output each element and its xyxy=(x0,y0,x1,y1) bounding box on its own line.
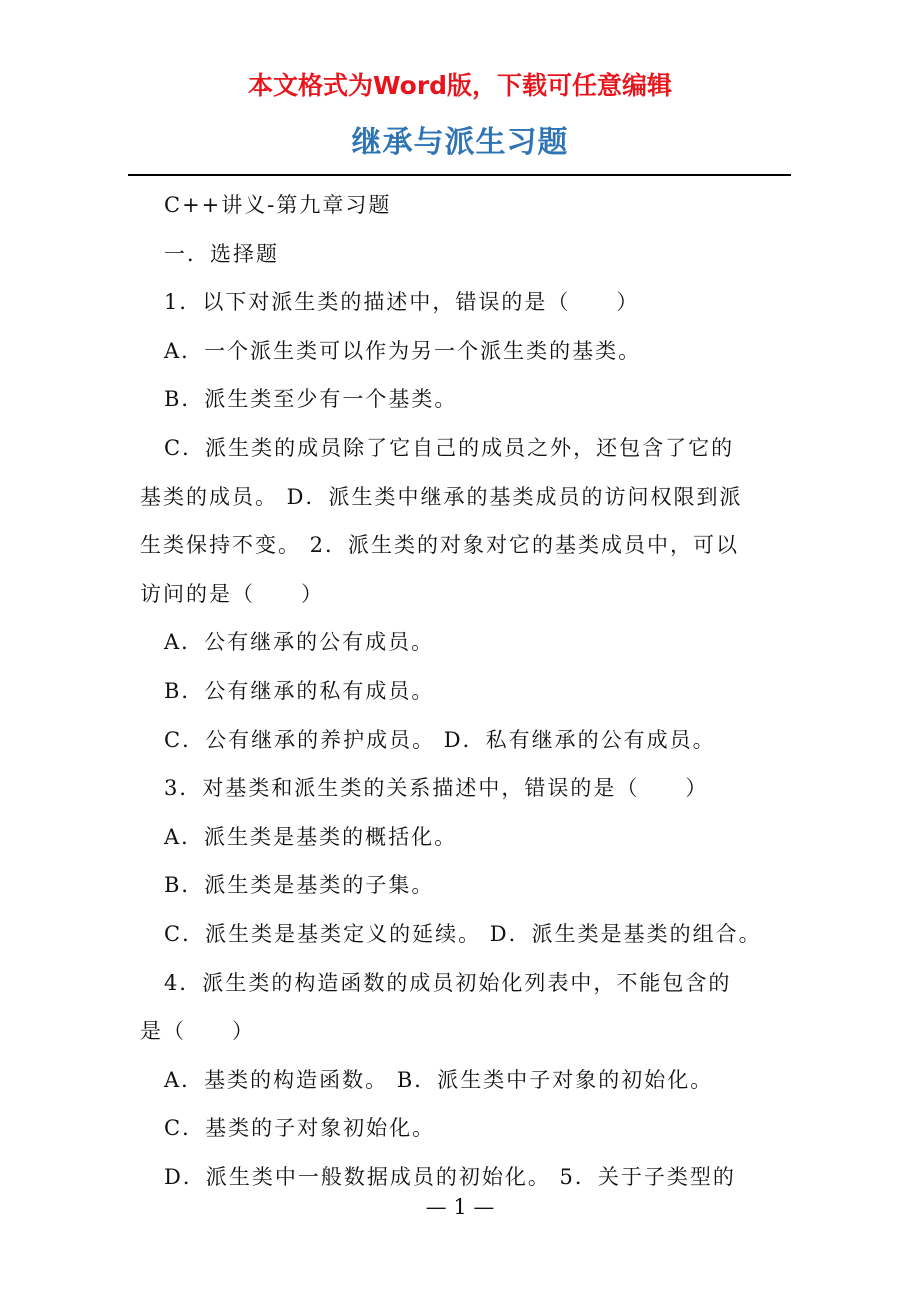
text-line: B．派生类至少有一个基类。 xyxy=(164,387,458,412)
document-title: 继承与派生习题 xyxy=(351,125,569,160)
text-line: A．公有继承的公有成员。 xyxy=(164,630,435,655)
title-divider xyxy=(128,174,791,176)
text-line: 生类保持不变。 2．派生类的对象对它的基类成员中，可以 xyxy=(140,533,740,558)
text-line: 基类的成员。 D．派生类中继承的基类成员的访问权限到派 xyxy=(140,484,743,509)
text-line: C．派生类的成员除了它自己的成员之外，还包含了它的 xyxy=(164,435,735,460)
document-body xyxy=(140,181,790,1201)
text-line: 3．对基类和派生类的关系描述中，错误的是（ ） xyxy=(164,776,709,801)
text-line: C．公有继承的养护成员。 D．私有继承的公有成员。 xyxy=(164,727,716,752)
text-line: D．派生类中一般数据成员的初始化。 5．关于子类型的 xyxy=(164,1164,736,1189)
text-line: A．基类的构造函数。 B．派生类中子对象的初始化。 xyxy=(164,1067,714,1092)
text-line: 访问的是（ ） xyxy=(140,581,324,606)
text-line: A．一个派生类可以作为另一个派生类的基类。 xyxy=(164,338,642,363)
text-line: C．基类的子对象初始化。 xyxy=(164,1116,436,1141)
text-line: 是（ ） xyxy=(140,1019,255,1044)
text-line: C．派生类是基类定义的延续。 D．派生类是基类的组合。 xyxy=(164,921,762,946)
text-line: B．公有继承的私有成员。 xyxy=(164,678,435,703)
page-number: — 1 — xyxy=(425,1195,495,1219)
text-line: 1．以下对派生类的描述中，错误的是（ ） xyxy=(164,290,640,315)
text-line: C++讲义-第九章习题 xyxy=(164,193,392,217)
text-line: 一．选择题 xyxy=(164,241,279,266)
text-line: A．派生类是基类的概括化。 xyxy=(164,824,458,849)
text-line: 4．派生类的构造函数的成员初始化列表中，不能包含的 xyxy=(164,970,732,995)
text-line: B．派生类是基类的子集。 xyxy=(164,873,435,898)
format-notice: 本文格式为Word版，下载可任意编辑 xyxy=(247,71,673,100)
